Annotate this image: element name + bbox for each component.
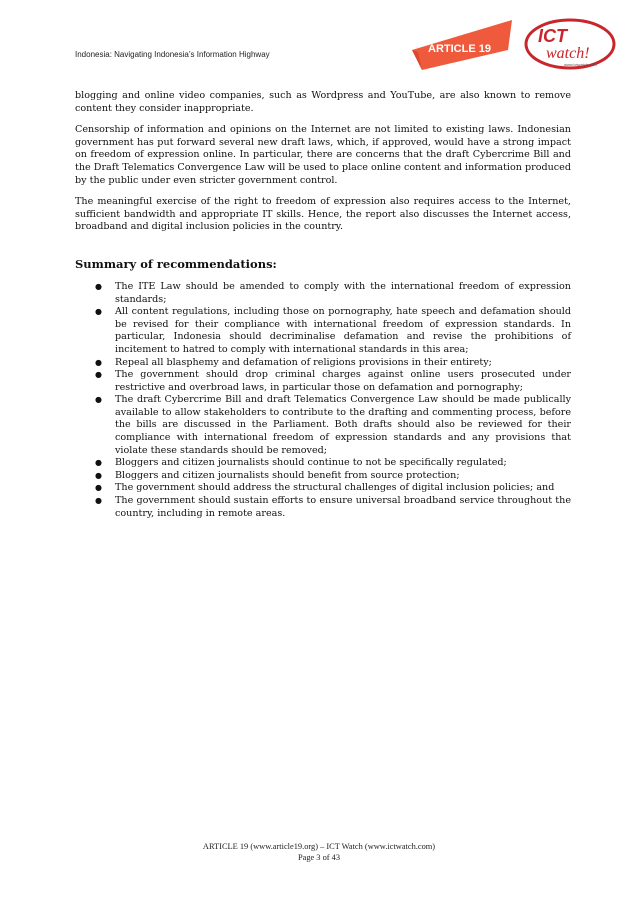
body-paragraph: Censorship of information and opinions on the Internet are not limited to existing laws. Indonesian government has put forward several new draft laws, which, if approved, would have a strong impact on freedom of expression online. In particular, there are concerns that the draft Cybercrime Bill and the Draft Telematics Convergence Law will be used to place online content and information produced by the public under even stricter government control. bbox=[75, 124, 571, 186]
bullet-icon: ● bbox=[95, 395, 102, 405]
bullet-icon: ● bbox=[95, 470, 102, 480]
bullet-icon: ● bbox=[95, 483, 102, 493]
svg-text:ICT: ICT bbox=[538, 26, 567, 46]
list-item: ● Bloggers and citizen journalists should benefit from source protection; bbox=[95, 469, 460, 481]
header-title: Indonesia: Navigating Indonesia’s Information Highway bbox=[75, 50, 270, 59]
ictwatch-url: www.ictwatch.com bbox=[564, 62, 597, 67]
list-item: ● The ITE Law should be amended to comply with the international freedom of expression standards; bbox=[95, 280, 571, 305]
page-footer bbox=[0, 841, 638, 863]
list-item: ● The government should sustain efforts to ensure universal broadband service throughout the country, including in remote areas. bbox=[95, 495, 571, 519]
list-item: ● All content regulations, including those on pornography, hate speech and defamation should be revised for their compliance with international freedom of expression standards. In particular, Indonesia should decriminalise defamation and revise the prohibitions of incitement to hatred to comply with international standards in this area; bbox=[95, 306, 571, 355]
article19-logo-text: ARTICLE 19 bbox=[428, 43, 491, 55]
svg-text:watch!: watch! bbox=[546, 45, 590, 62]
list-item: ● Repeal all blasphemy and defamation of religions provisions in their entirety; bbox=[95, 356, 492, 368]
list-item: ● The government should address the structural challenges of digital inclusion policies; and bbox=[95, 482, 555, 494]
bullet-icon: ● bbox=[95, 307, 102, 317]
bullet-icon: ● bbox=[95, 370, 102, 380]
list-item: ● The draft Cybercrime Bill and draft Telematics Convergence Law should be made publically available to allow stakeholders to contribute to the drafting and commenting process, before the bills are discussed in the Parliament. Both drafts should also be reviewed for their compliance with international freedom of expression standards and any provisions that violate these standards should be removed; bbox=[95, 394, 571, 456]
main-content bbox=[75, 90, 571, 520]
page-number: Page 3 of 43 bbox=[297, 853, 341, 862]
body-paragraph: The meaningful exercise of the right to freedom of expression also requires access to the Internet, sufficient bandwidth and appropriate IT skills. Hence, the report also discusses the Internet access, broadband and digital inclusion policies in the country. bbox=[75, 196, 571, 233]
ictwatch-logo bbox=[524, 18, 616, 70]
bullet-icon: ● bbox=[95, 458, 102, 468]
body-paragraph: blogging and online video companies, such as Wordpress and YouTube, are also known to remove content they consider inappropriate. bbox=[75, 90, 571, 114]
recommendations-list bbox=[75, 281, 571, 520]
footer-credits: ARTICLE 19 (www.article19.org) – ICT Watch (www.ictwatch.com) bbox=[202, 842, 436, 851]
list-item: ● Bloggers and citizen journalists should continue to not be specifically regulated; bbox=[95, 457, 507, 469]
bullet-icon: ● bbox=[95, 357, 102, 367]
article19-logo bbox=[408, 16, 518, 72]
list-item: ● The government should drop criminal charges against online users prosecuted under restrictive and overbroad laws, in particular those on defamation and pornography; bbox=[95, 369, 571, 393]
section-heading: Summary of recommendations: bbox=[75, 256, 277, 271]
bullet-icon: ● bbox=[95, 281, 102, 291]
bullet-icon: ● bbox=[95, 496, 102, 506]
